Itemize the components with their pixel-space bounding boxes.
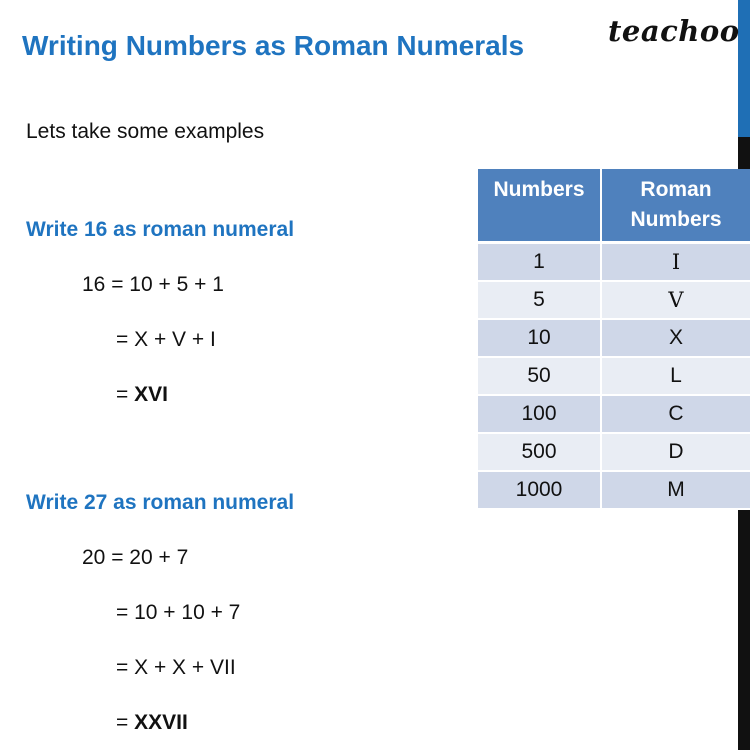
number-cell: 10 xyxy=(478,319,601,357)
table-header-row xyxy=(478,169,750,243)
example1-step: = X + V + I xyxy=(116,328,216,351)
roman-cell: I xyxy=(601,243,750,282)
number-cell: 5 xyxy=(478,281,601,319)
number-cell: 1 xyxy=(478,243,601,282)
roman-cell: X xyxy=(601,319,750,357)
number-cell: 100 xyxy=(478,395,601,433)
example1-result-line xyxy=(116,383,168,407)
example2-result-prefix: = xyxy=(116,711,135,734)
example2-result: XXVII xyxy=(134,711,188,734)
example2-step: = 10 + 10 + 7 xyxy=(116,601,241,624)
table-row xyxy=(478,357,750,395)
roman-cell: M xyxy=(601,471,750,509)
roman-cell: C xyxy=(601,395,750,433)
example1-result-prefix: = xyxy=(116,383,135,406)
roman-numerals-table xyxy=(478,169,750,510)
intro-text: Lets take some examples xyxy=(26,120,265,143)
roman-cell: D xyxy=(601,433,750,471)
teachoo-logo: teachoo xyxy=(608,14,740,48)
number-cell: 500 xyxy=(478,433,601,471)
page-title: Writing Numbers as Roman Numerals xyxy=(22,30,525,61)
edge-bar-blue xyxy=(738,0,750,137)
table-row xyxy=(478,471,750,509)
table-row xyxy=(478,319,750,357)
table-row xyxy=(478,281,750,319)
example2-step: 20 = 20 + 7 xyxy=(82,546,189,569)
table-row xyxy=(478,395,750,433)
example2-step: = X + X + VII xyxy=(116,656,236,679)
example1-heading: Write 16 as roman numeral xyxy=(26,218,295,241)
table-row xyxy=(478,243,750,282)
header-numbers: Numbers xyxy=(478,169,601,243)
number-cell: 1000 xyxy=(478,471,601,509)
example1-result: XVI xyxy=(134,383,168,406)
table-row xyxy=(478,433,750,471)
roman-cell: L xyxy=(601,357,750,395)
example1-step: 16 = 10 + 5 + 1 xyxy=(82,273,224,296)
example2-result-line xyxy=(116,711,188,735)
roman-cell: V xyxy=(601,281,750,319)
example2-heading: Write 27 as roman numeral xyxy=(26,491,295,514)
number-cell: 50 xyxy=(478,357,601,395)
header-roman-numbers: Roman Numbers xyxy=(601,169,750,243)
